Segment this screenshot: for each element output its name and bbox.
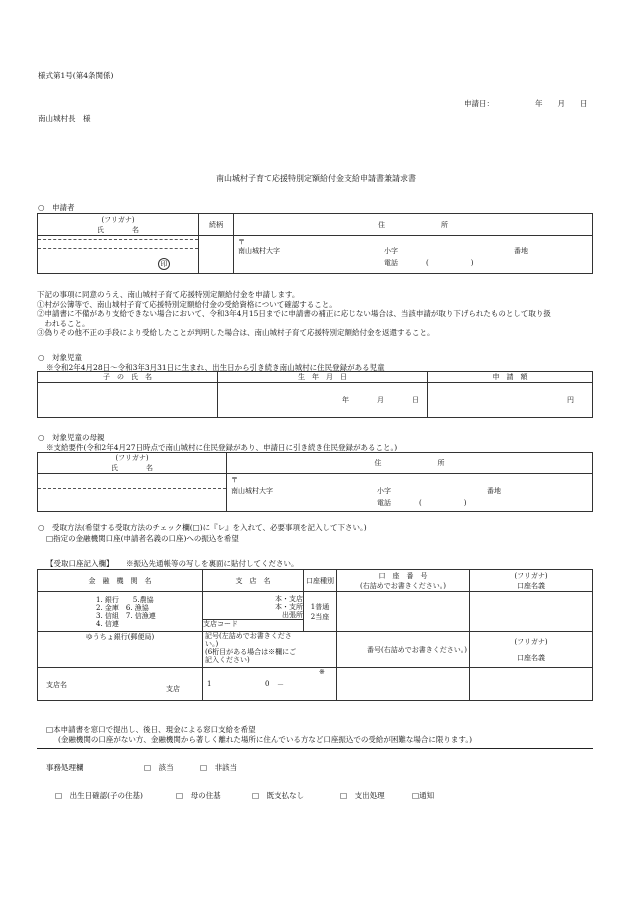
window-collection-note: (金融機関の口座がない方、金融機関から著しく離れた場所に住んでいる方など口座振込での受給が困難な場合に限ります。) [58, 735, 472, 744]
date-label: 申請日： [464, 99, 494, 108]
child-name-cell[interactable] [38, 383, 218, 418]
seal-mark: 印 [158, 258, 170, 270]
mother-table: (フリガナ) 氏 名 住 所 〒 南山城村大字 小字 番地 電話 ( ) [37, 452, 593, 512]
account-heading: 【受取口座記入欄】 [46, 559, 114, 568]
not-applies-checkbox[interactable]: □ 非該当 [200, 763, 238, 772]
child-amount-cell[interactable]: 円 [428, 383, 593, 418]
yucho-number-cell[interactable] [337, 668, 470, 701]
relation-header: 続柄 [199, 214, 234, 236]
account-type-cell[interactable]: 1普通 2当座 [304, 592, 337, 632]
applicant-name-cell[interactable] [38, 236, 199, 274]
applicant-table [37, 213, 593, 274]
address-cell[interactable]: 〒 南山城村大字 小字 番地 電話 ( ) [234, 236, 593, 274]
check-no-payment[interactable]: □ 既支払なし [252, 791, 305, 800]
mother-section-title: ○ 対象児童の母親 [38, 433, 105, 442]
check-notice[interactable]: □通知 [412, 791, 435, 800]
institution-type-cell[interactable]: 1. 銀行 5.農協 2. 金庫 6. 漁協 3. 信組 7. 信漁連 4. 信連 [38, 592, 203, 632]
mother-note: ※支給要件(令和2年4月27日時点で南山城村に住民登録があり、申請日に引き続き住民登録があること。) [46, 443, 398, 452]
consent-text: 下記の事項に同意のうえ、南山城村子育て応援特別定額給付金を申請します。 ①村が公簿等で、南山城村子育て応援特別定額給付金の受給資格について確認すること。 ②申請書に不備があり支給できない場合において、令和3年4月15日までに申請書の補正に応じない場合は、当該申請が取り下げられたものとして取り扱 われること。 ③偽りその他不正の手段により受給したことが判明した場合は、南山城村子育て応援特別定額給付金を返還すること。 [37, 290, 551, 337]
office-label: 事務処理欄 [46, 763, 84, 772]
child-table: 子 の 氏 名 生 年 月 日 申 請 額 年 月 日 円 [37, 371, 593, 418]
mother-name-cell[interactable] [38, 474, 227, 512]
divider [37, 748, 593, 749]
bank-table: 金 融 機 関 名 支 店 名 口座種別 口 座 番 号 (右詰めでお書きください。) (フリガナ) 口座名義 1. 銀行 5.農協 2. 金庫 6. 漁協 3. 信組 7. 信漁連 4. 信連 本・支店 本・支所 出張所 支店コード 1普通 2当座 ゆうちょ銀行(郵便局) 記号(左詰めでお書きくださ い。) (6桁目がある場合は※欄にご 記入ください) 番号(右詰めでお書きください。) (フリガナ) 口座名義 支店名 支店 1 0 － ※ [37, 569, 593, 701]
window-collection-checkbox[interactable]: □本申請書を窓口で提出し、後日、現金による窓口支給を希望 [46, 725, 256, 734]
applicant-name-header: (フリガナ) 氏 名 [38, 214, 199, 236]
relation-cell[interactable] [199, 236, 234, 274]
document-title: 南山城村子育て応援特別定額給付金支給申請書兼請求書 [216, 174, 416, 183]
applicant-section-title: ○ 申請者 [38, 203, 75, 212]
account-note: ※振込先通帳等の写しを裏面に貼付してください。 [126, 559, 299, 568]
check-birthdate[interactable]: □ 出生日確認(子の住基) [55, 791, 143, 800]
branch-cell[interactable]: 本・支店 本・支所 出張所 支店コード [203, 592, 304, 632]
form-number: 様式第1号(第4条関係) [38, 71, 114, 80]
yucho-kigo-cell[interactable]: 1 0 － ※ [203, 668, 337, 701]
date-fields[interactable]: 年 月 日 [535, 99, 588, 108]
child-dob-cell[interactable]: 年 月 日 [218, 383, 428, 418]
account-holder-cell[interactable] [470, 592, 593, 632]
account-number-cell[interactable] [337, 592, 470, 632]
receipt-method: ○ 受取方法(希望する受取方法のチェック欄(□)に『レ』を入れて、必要事項を記入して下さい。) [38, 523, 367, 532]
yucho-label: ゆうちょ銀行(郵便局) [38, 632, 203, 668]
child-section-title: ○ 対象児童 [38, 353, 83, 362]
check-mother-record[interactable]: □ 母の住基 [176, 791, 221, 800]
applies-checkbox[interactable]: □ 該当 [144, 763, 174, 772]
address-header: 住 所 [234, 214, 593, 236]
yucho-holder-cell[interactable] [470, 668, 593, 701]
check-disbursement[interactable]: □ 支出処理 [340, 791, 385, 800]
mother-address-cell[interactable]: 〒 南山城村大字 小字 番地 電話 ( ) [227, 474, 593, 512]
designated-account-checkbox[interactable]: □指定の金融機関口座(申請者名義の口座)への振込を希望 [46, 534, 239, 543]
child-note: ※令和2年4月28日～令和3年3月31日に生まれ、出生日から引き続き南山城村に住民登録がある児童 [46, 363, 385, 372]
yucho-branch-cell[interactable]: 支店名 支店 [38, 668, 203, 701]
addressee: 南山城村長 様 [38, 114, 91, 123]
